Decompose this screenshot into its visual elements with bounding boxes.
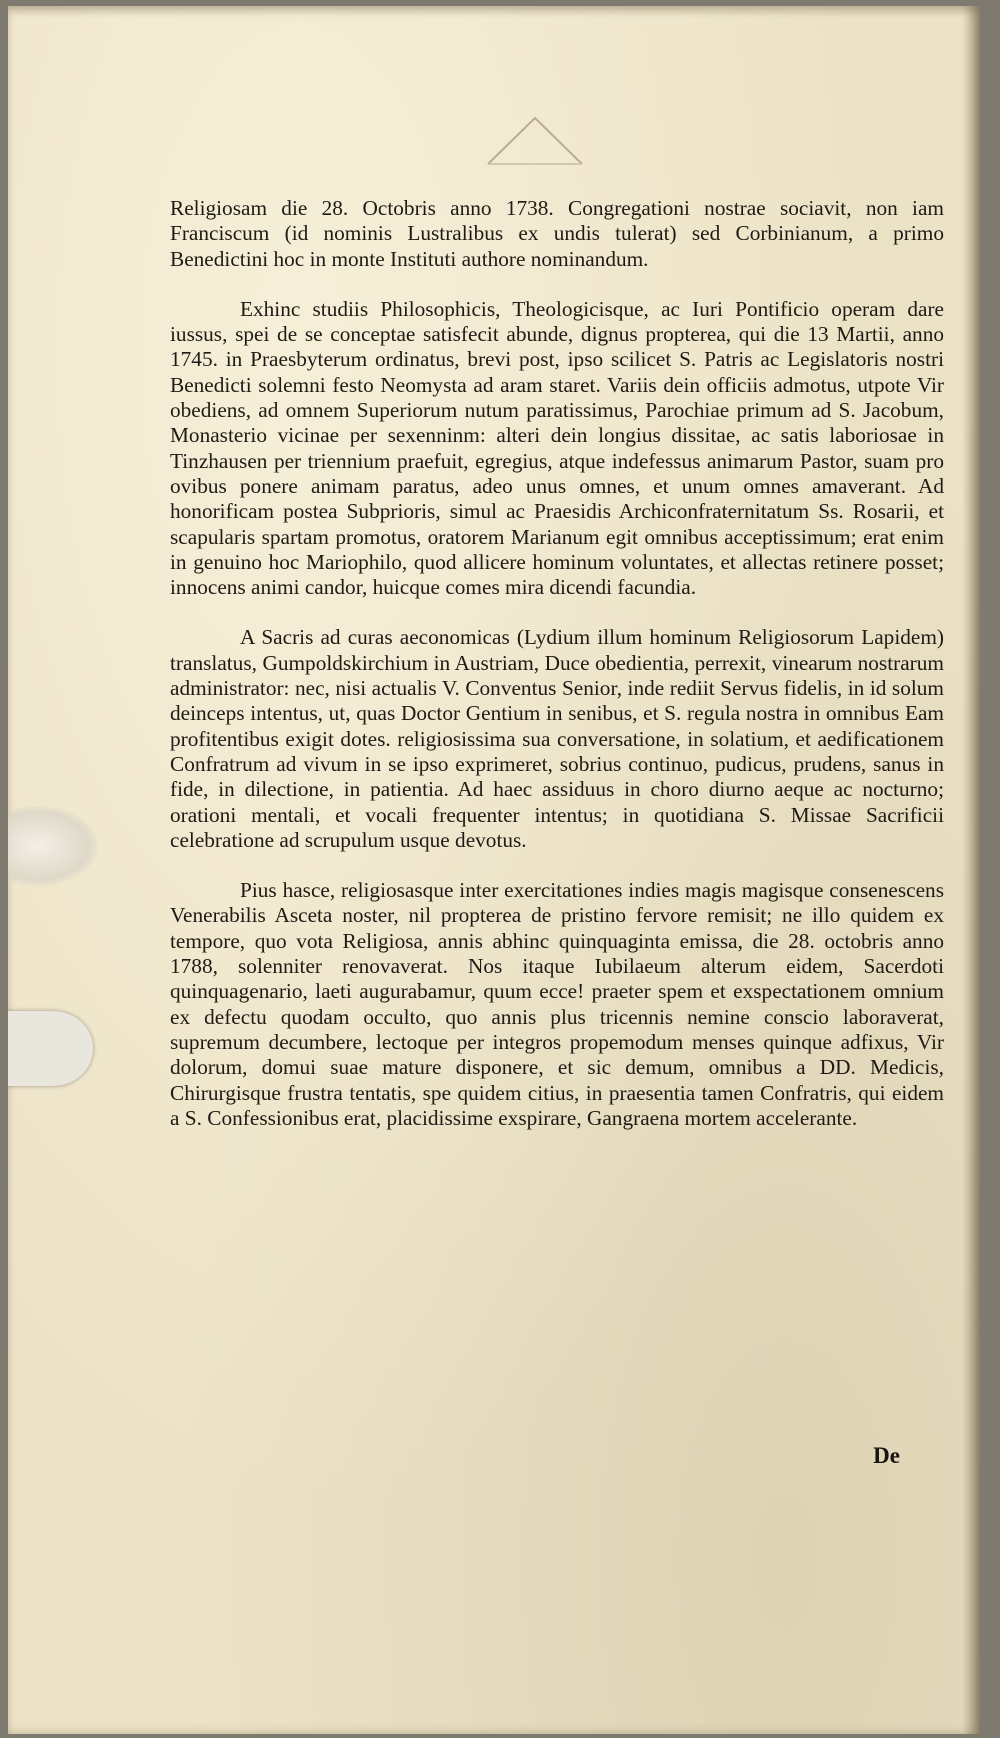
paragraph-4: Pius hasce, religiosasque inter exercitationes indies magis magisque consenescens Venerabilis Asceta noster, nil propterea de pristino fervore remisit; ne illo quidem ex tempore, quo vota Religiosa, annis abhinc quinquaginta emissa, die 28. octobris anno 1788, solenniter renovaverat. Nos itaque Iubilaeum alterum eidem, Sacerdoti quinquagenario, laeti augurabamur, quum ecce! praeter spem et exspectationem omnium ex defectu quodam occulto, quo annis plus tricennis nemine conscio laboraverat, supremum decumbere, lectoque per integros propemodum menses quinque adfixus, Vir dolorum, domui suae mature disponere, et sic demum, omnibus a DD. Medicis, Chirurgisque frustra tentatis, spe quidem citius, in praesentia tamen Confratris, qui eidem a S. Confessionibus erat, placidissime exspirare, Gangraena mortem accelerante. xyxy=(170,878,944,1130)
paragraph-2: Exhinc studiis Philosophicis, Theologicisque, ac Iuri Pontificio operam dare iussus, spei de se conceptae satisfecit abunde, dignus propterea, qui die 13 Martii, anno 1745. in Praesbyterum ordinatus, brevi post, ipso scilicet S. Patris ac Legislatoris nostri Benedicti solemni festo Neomysta ad aram staret. Variis dein officiis admotus, utpote Vir obediens, ad omnem Superiorum nutum paratissimus, Parochiae primum ad S. Jacobum, Monasterio vicinae per sexenninm: alteri dein longius dissitae, ac satis laboriosae in Tinzhausen per triennium praefuit, egregius, atque indefessus animarum Pastor, suam pro ovibus ponere animam paratus, adeo unus omnes, et unum omnes amaverant. Ad honorificam postea Subprioris, simul ac Praesidis Archiconfraternitatum Ss. Rosarii, et scapularis spartam promotus, oratorem Marianum egit omnibus acceptissimum; erat enim in genuino hoc Mariophilo, quod allicere hominum voluntates, et allectas retinere posset; innocens animi candor, huicque comes mira dicendi facundia. xyxy=(170,296,944,600)
catchword: De xyxy=(873,1443,900,1468)
paper-tab-fragment xyxy=(8,1011,93,1086)
bleed-through-text xyxy=(213,1380,913,1440)
embossed-seal xyxy=(8,806,98,886)
paragraph-1: Religiosam die 28. Octobris anno 1738. Congregationi nostrae sociavit, non iam Franciscum (id nominis Lustralibus ex undis tulerat) sed Corbinianum, a primo Benedictini hoc in monte Instituti authore nominandum. xyxy=(170,196,944,271)
document-page xyxy=(8,6,980,1734)
body-text xyxy=(170,196,944,1131)
fold-triangle-mark xyxy=(486,116,584,166)
paragraph-3: A Sacris ad curas aeconomicas (Lydium illum hominum Religiosorum Lapidem) translatus, Gumpoldskirchium in Austriam, Duce obedientia, perrexit, vinearum nostrarum administrator: nec, nisi actualis V. Conventus Senior, inde rediit Servus fidelis, in id solum deinceps intentus, ut, quas Doctor Gentium in senibus, et S. regula nostra in omnibus Eam profitentibus exigit dotes. religiosissima sua conversatione, in solatium, et aedificationem Confratrum ad vivum in se ipso exprimeret, sobrius continuo, pudicus, prudens, sanus in fide, in dilectione, in patientia. Ad haec assiduus in choro diurno aeque ac nocturno; orationi mentali, et vocali frequenter intentus; in quotidiana S. Missae Sacrificii celebratione ad scrupulum usque devotus. xyxy=(170,625,944,852)
